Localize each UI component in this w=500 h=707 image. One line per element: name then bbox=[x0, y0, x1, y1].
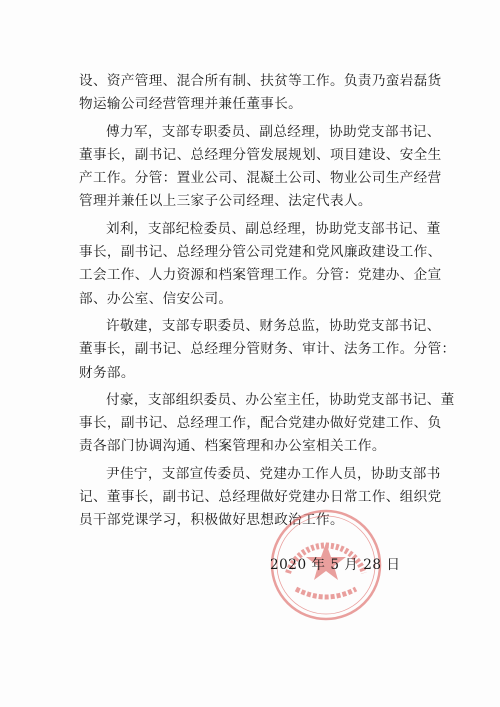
text-line: 工会工作、人力资源和档案管理工作。分管：党建办、企宣 bbox=[79, 267, 442, 284]
document-body bbox=[79, 70, 456, 533]
text-line: 付豪，支部组织委员、办公室主任，协助党支部书记、董 bbox=[106, 391, 455, 408]
text-line: 许敬建，支部专职委员、财务总监，协助党支部书记、 bbox=[106, 317, 441, 334]
text-line: 物运输公司经营管理并兼任董事长。 bbox=[79, 96, 303, 113]
text-line: 财务部。 bbox=[79, 364, 135, 381]
text-line: 产工作。分管：置业公司、混凝土公司、物业公司生产经营 bbox=[79, 170, 442, 187]
paragraph bbox=[79, 315, 456, 385]
text-line: 设、资产管理、混合所有制、扶贫等工作。负责乃蛮岩磊货 bbox=[79, 73, 442, 89]
text-line: 傅力军，支部专职委员、副总经理，协助党支部书记、 bbox=[106, 123, 441, 140]
document-date: 2020 年 5 月 28 日 bbox=[270, 557, 401, 573]
text-line: 事长，副书记、总经理分管公司党建和党风廉政建设工作、 bbox=[79, 244, 442, 261]
text-line: 责各部门协调沟通、档案管理和办公室相关工作。 bbox=[79, 438, 386, 455]
text-line: 记、董事长，副书记、总经理做好党建办日常工作、组织党 bbox=[79, 489, 442, 506]
text-line: 刘利，支部纪检委员、副总经理，协助党支部书记、董 bbox=[106, 220, 441, 237]
text-line: 董事长，副书记、总经理分管发展规划、项目建设、安全生 bbox=[79, 146, 442, 163]
text-line: 尹佳宁，支部宣传委员、党建办工作人员，协助支部书 bbox=[106, 465, 441, 482]
paragraph bbox=[79, 70, 445, 117]
text-line: 事长，副书记、总经理工作，配合党建办做好党建工作、负 bbox=[79, 415, 442, 432]
paragraph bbox=[79, 389, 455, 459]
text-line: 管理并兼任以上三家子公司经理、法定代表人。 bbox=[79, 193, 372, 210]
text-line: 部、办公室、信安公司。 bbox=[79, 290, 233, 307]
paragraph bbox=[79, 218, 445, 311]
paragraph bbox=[79, 121, 445, 214]
text-line: 董事长，副书记、总经理分管财务、审计、法务工作。分管： bbox=[79, 341, 456, 358]
text-line: 员干部党课学习，积极做好思想政治工作。 bbox=[79, 512, 344, 529]
paragraph bbox=[79, 463, 445, 533]
